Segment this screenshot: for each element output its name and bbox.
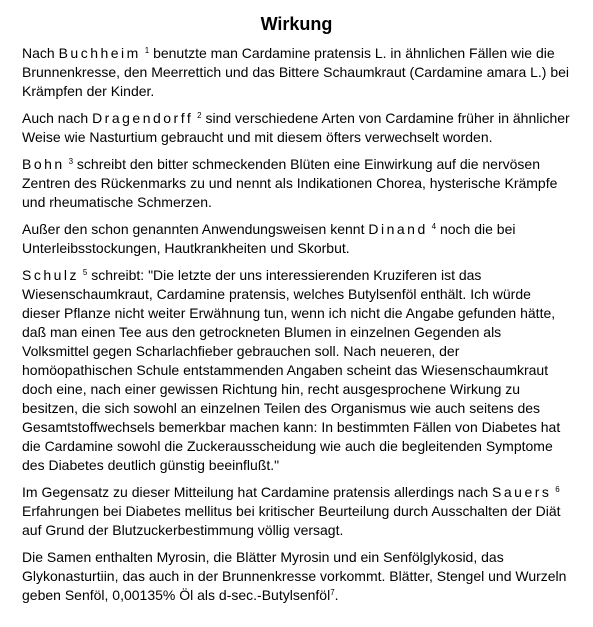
paragraph-buchheim	[22, 44, 571, 101]
footnote-ref: 7	[330, 588, 335, 597]
footnote-ref: 5	[82, 268, 88, 277]
paragraph-bohn	[22, 155, 571, 212]
text-run: Die Samen enthalten Myrosin, die Blätter Myrosin und ein Senfölglykosid, das Glykonasturtiin, das auch in der Brunnenkresse vorkommt. Blätter, Stengel und Wurzeln geben Senföl, 0,00135% Öl als d-sec.-Butylsenföl	[22, 549, 567, 603]
text-run: Auch nach	[22, 110, 93, 126]
author-name: Dragendorff	[92, 110, 194, 126]
section-title: Wirkung	[260, 14, 333, 34]
text-run: schreibt den bitter schmeckenden Blüten eine Einwirkung auf die nervösen Zentren des Rückenmarks zu und nennt als Indikationen Chorea, hysterische Krämpfe und rheumatische Schmerzen.	[22, 156, 558, 210]
author-name: Dinand	[368, 221, 428, 237]
text-run: Nach	[22, 45, 59, 61]
paragraph-dragendorff	[22, 109, 571, 147]
text-run: Außer den schon genannten Anwendungsweisen kennt	[22, 221, 369, 237]
text-run: Erfahrungen bei Diabetes mellitus bei kritischer Beurteilung durch Ausschalten der Diät auf Grund der Blutzuckerbestimmung völlig versagt.	[22, 503, 561, 538]
text-run: sind verschiedene Arten von Cardamine früher in ähnlicher Weise wie Nasturtium gebraucht und mit diesem öfters verwechselt worden.	[22, 110, 570, 145]
text-run: .	[334, 587, 339, 603]
paragraph-dinand	[22, 220, 571, 258]
author-name: Buchheim	[58, 45, 141, 61]
footnote-ref: 2	[197, 111, 202, 120]
text-run: noch die bei Unterleibsstockungen, Hautkrankheiten und Skorbut.	[22, 221, 516, 256]
author-name: Schulz	[22, 267, 80, 283]
paragraph-sauers	[22, 483, 571, 540]
footnote-ref: 3	[68, 157, 74, 166]
footnote-ref: 6	[555, 485, 560, 494]
paragraph-composition	[22, 548, 571, 605]
author-name: Sauers	[492, 484, 552, 500]
author-name: Bohn	[22, 156, 65, 172]
text-run: schreibt: "Die letzte der uns interessierenden Kruziferen ist das Wiesenschaumkraut, Cardamine pratensis, welches Butylsenföl enthält. Ich würde dieser Pflanze nicht weiter Erwähnung tun, wenn ich nicht die Angabe gefunden hätte, daß man einen Tee aus den getrockneten Blumen in einzelnen Gegenden als Volksmittel gegen Scharlachfieber gebrauchen soll. Nach neueren, der homöopathischen Schule entstammenden Angaben scheint das Wiesenschaumkraut doch eine, nach einer gewissen Richtung hin, recht ausgesprochene Wirkung zu besitzen, die sich sowohl an einzelnen Teilen des Organismus wie auch seitens des Gesamtstoffwechsels bemerkbar machen kann: In bestimmten Fällen von Diabetes hat die Cardamine sowohl die Zuckerausscheidung wie auch die begleitenden Symptome des Diabetes deutlich günstig beeinflußt."	[22, 267, 561, 473]
footnote-ref: 1	[144, 46, 150, 55]
footnote-ref: 4	[431, 222, 437, 231]
text-run: benutzte man Cardamine pratensis L. in ähnlichen Fällen wie die Brunnenkresse, den Meerrettich und das Bittere Schaumkraut (Cardamine amara L.) bei Krämpfen der Kinder.	[22, 45, 570, 99]
text-run: Im Gegensatz zu dieser Mitteilung hat Cardamine pratensis allerdings nach	[22, 484, 493, 500]
paragraph-schulz	[22, 266, 571, 475]
